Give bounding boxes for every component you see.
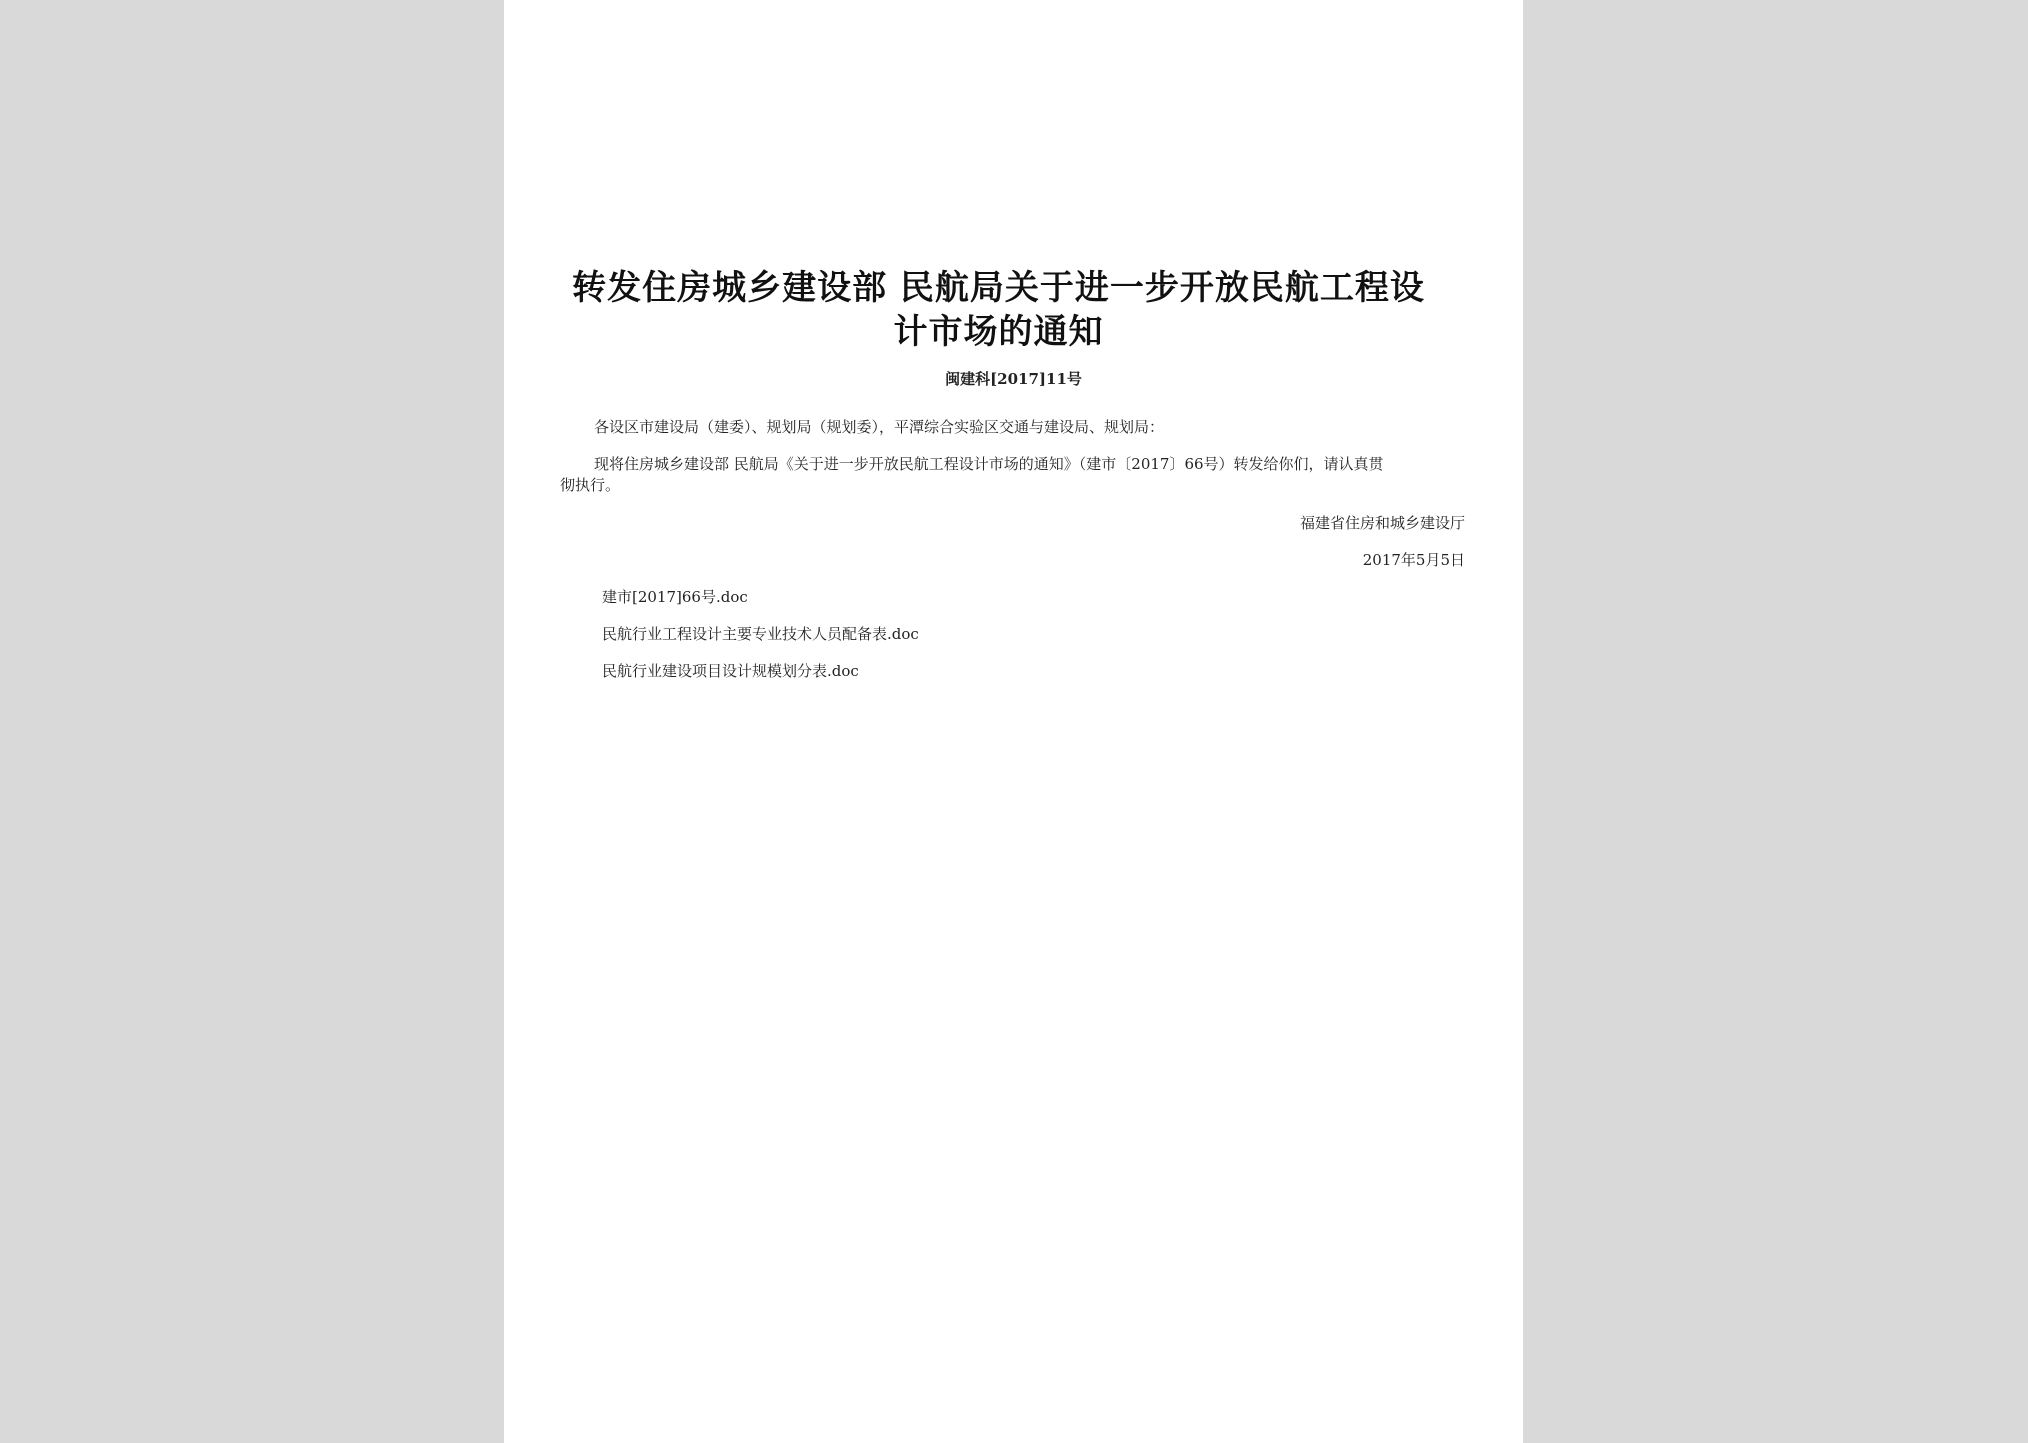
salutation: 各设区市建设局（建委）、规划局（规划委），平潭综合实验区交通与建设局、规划局： <box>594 418 1165 436</box>
document-title-line-1: 转发住房城乡建设部 民航局关于进一步开放民航工程设 <box>572 268 1425 308</box>
signature-organization: 福建省住房和城乡建设厅 <box>1299 514 1465 532</box>
document-title-line-2: 计市场的通知 <box>893 312 1104 352</box>
attachment-link[interactable]: 民航行业建设项目设计规模划分表.doc <box>602 662 859 680</box>
body-paragraph-line-1: 现将住房城乡建设部 民航局《关于进一步开放民航工程设计市场的通知》（建市〔2017〕66号）转发给你们，请认真贯 <box>594 455 1384 473</box>
document-page <box>504 0 1523 1443</box>
signature-date: 2017年5月5日 <box>1362 551 1465 569</box>
attachment-link[interactable]: 建市[2017]66号.doc <box>602 588 748 606</box>
body-paragraph-line-2: 彻执行。 <box>560 476 621 494</box>
attachment-link[interactable]: 民航行业工程设计主要专业技术人员配备表.doc <box>602 625 919 643</box>
document-number: 闽建科[2017]11号 <box>945 370 1082 388</box>
